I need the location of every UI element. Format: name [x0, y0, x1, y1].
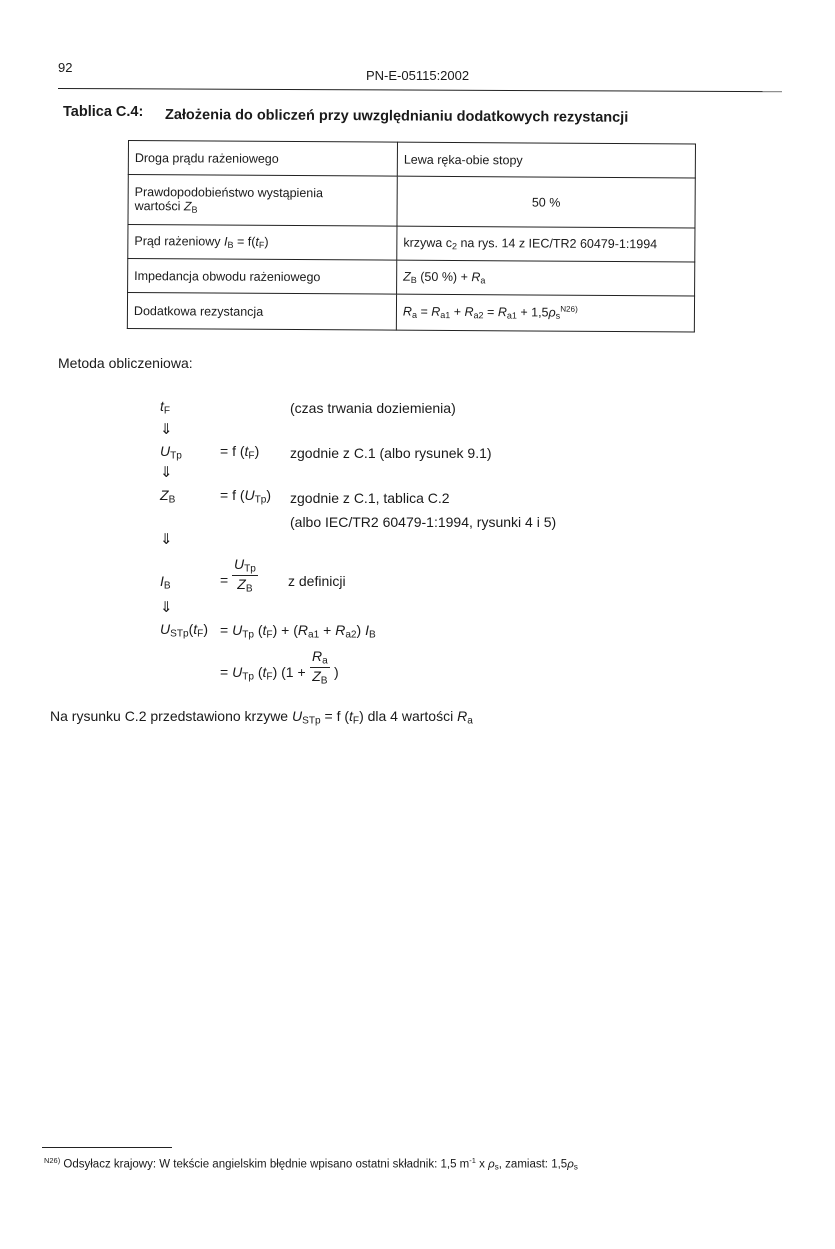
var-ustp: [160, 621, 208, 640]
sub: B: [168, 494, 176, 506]
text: = f (: [320, 708, 350, 724]
sub: a1: [506, 310, 517, 321]
table-row: [128, 225, 695, 262]
ustp-equation-2-left: [220, 664, 306, 683]
utp-function: [220, 443, 259, 462]
text: x: [475, 1158, 489, 1171]
var-i: I: [223, 234, 228, 249]
eq: =: [220, 664, 233, 680]
table-cell: Dodatkowa rezystancja: [127, 293, 396, 331]
eq: = f (: [220, 487, 245, 503]
var: U: [232, 622, 243, 638]
sub: B: [320, 675, 328, 687]
ustp-close: ): [334, 664, 339, 680]
sub: a1: [440, 310, 451, 321]
sub: F: [266, 629, 273, 641]
cell-text: +: [450, 305, 465, 320]
arg: t: [193, 621, 198, 637]
zb-function: [220, 487, 271, 506]
sub: Tp: [242, 671, 254, 683]
text: ) dla 4 wartości: [359, 708, 458, 724]
var: R: [457, 708, 468, 724]
table-row: [128, 175, 695, 228]
utp-description: zgodnie z C.1 (albo rysunek 9.1): [290, 445, 492, 461]
var-z: Z: [183, 199, 192, 214]
sub: F: [266, 671, 273, 683]
var: R: [335, 622, 346, 638]
zb-description-1: zgodnie z C.1, tablica C.2: [290, 490, 450, 506]
ustp-equation-1: [220, 622, 376, 641]
header-rule: [58, 88, 782, 92]
method-heading: Metoda obliczeniowa:: [58, 355, 193, 371]
sub: a2: [345, 629, 357, 641]
table-cell: [397, 226, 695, 262]
arg: t: [244, 443, 249, 459]
sub: F: [352, 715, 360, 727]
sub: B: [227, 239, 234, 250]
var: t: [160, 398, 164, 414]
table-row: [127, 293, 694, 332]
zb-description-2: (albo IEC/TR2 60479-1:1994, rysunki 4 i 5): [290, 514, 557, 530]
fraction-denominator: [232, 576, 258, 595]
sub: Tp: [244, 563, 256, 575]
sub: Tp: [242, 629, 254, 641]
sub: a: [467, 715, 473, 727]
fraction-denominator: [310, 668, 330, 687]
var: U: [234, 556, 245, 572]
var: t: [262, 664, 267, 680]
tf-description: (czas trwania doziemienia): [290, 400, 456, 416]
sub: F: [248, 450, 255, 462]
var: U: [292, 708, 303, 724]
sub: B: [368, 629, 376, 641]
sub: 2: [451, 241, 458, 252]
sub: Tp: [254, 494, 267, 506]
ib-description: z definicji: [288, 573, 346, 589]
var-r: R: [431, 305, 441, 320]
var-rho: ρ: [488, 1158, 495, 1171]
assumptions-table: [127, 140, 696, 332]
table-row: [128, 259, 695, 296]
cell-text: + 1,5: [516, 305, 549, 320]
text: , zamiast: 1,5: [498, 1158, 568, 1171]
var-rho: ρ: [567, 1158, 574, 1171]
cell-text: (50 %) +: [416, 269, 472, 284]
var-tf: [160, 398, 170, 417]
var: Z: [312, 667, 321, 684]
op: (1 +: [277, 664, 306, 680]
ib-equals: =: [220, 572, 229, 588]
table-cell: [396, 294, 694, 332]
table-title: Założenia do obliczeń przy uwzględnianiu dodatkowych rezystancji: [164, 107, 629, 126]
footnote-ref: N26): [560, 305, 578, 315]
sub: Tp: [170, 450, 182, 462]
var: I: [160, 573, 164, 589]
paren: ): [203, 621, 208, 637]
sub: s: [494, 1162, 499, 1172]
close: ): [254, 443, 260, 459]
text: Odsyłacz krajowy: W tekście angielskim błędnie wpisano ostatni składnik: 1,5 m: [60, 1158, 470, 1171]
var: U: [160, 443, 171, 459]
ustp-fraction: [310, 648, 330, 686]
paren: (: [188, 621, 194, 637]
exponent: -1: [469, 1156, 476, 1165]
ib-fraction: [232, 556, 258, 594]
cell-text: =: [483, 305, 498, 320]
arg: U: [244, 487, 255, 503]
table-row: [128, 141, 695, 178]
cell-text: Prąd rażeniowy: [134, 233, 225, 249]
table-cell: Lewa ręka-obie stopy: [397, 142, 695, 178]
sub: F: [163, 405, 171, 417]
var-t: t: [255, 234, 259, 249]
op: + (: [277, 622, 298, 638]
var: t: [262, 622, 267, 638]
cell-text: =: [416, 305, 432, 320]
sub: F: [197, 628, 204, 640]
paren: (: [253, 664, 263, 680]
eq: =: [220, 622, 233, 638]
sub: s: [555, 311, 561, 322]
down-arrow-icon: ⇓: [160, 421, 173, 438]
table-cell: [397, 260, 695, 296]
paren: (: [253, 622, 263, 638]
eq: = f (: [220, 443, 245, 459]
table-cell: [128, 225, 397, 261]
op: ): [356, 622, 366, 638]
paren: ): [272, 664, 278, 680]
var-r: R: [402, 304, 413, 320]
table-label: Tablica C.4:: [63, 104, 144, 120]
cell-text: na rys. 14 z IEC/TR2 60479-1:1994: [456, 235, 658, 252]
var-zb: [160, 487, 175, 506]
var-z: Z: [403, 269, 411, 284]
var: U: [232, 664, 243, 680]
sub: B: [410, 274, 417, 285]
table-cell: 50 %: [397, 176, 695, 228]
var-r: R: [464, 305, 474, 320]
sub: STp: [302, 715, 321, 727]
standard-id: PN-E-05115:2002: [366, 68, 470, 83]
sub: a2: [473, 310, 484, 321]
sub: STp: [170, 628, 189, 640]
cell-text: krzywa c: [403, 235, 453, 250]
down-arrow-icon: ⇓: [160, 599, 173, 616]
var: Z: [160, 487, 169, 503]
var: R: [312, 648, 323, 664]
cell-text: wartości: [134, 198, 184, 214]
var-rho: ρ: [548, 305, 556, 320]
page-number: 92: [58, 60, 73, 75]
table-cell: Impedancja obwodu rażeniowego: [128, 259, 397, 295]
fraction-numerator: [310, 648, 330, 668]
var-utp: [160, 443, 182, 462]
var: t: [349, 708, 353, 724]
cell-text: ): [264, 234, 269, 249]
sub: a1: [308, 629, 320, 641]
sub: a: [411, 310, 418, 321]
var-r: R: [497, 305, 507, 320]
sub: B: [191, 204, 198, 215]
var: Z: [237, 575, 246, 592]
var: R: [297, 622, 308, 638]
table-cell: [128, 175, 397, 227]
op: +: [319, 622, 336, 638]
cell-text: Prawdopodobieństwo wystąpienia: [134, 184, 324, 201]
table-cell: Droga prądu rażeniowego: [128, 141, 397, 177]
down-arrow-icon: ⇓: [160, 531, 173, 548]
var-ib: [160, 573, 171, 592]
footnote-rule: [42, 1147, 172, 1148]
cell-text: = f(: [233, 234, 256, 249]
sub: B: [245, 583, 253, 595]
footnote-marker: N26): [44, 1156, 61, 1165]
down-arrow-icon: ⇓: [160, 464, 173, 481]
var: I: [365, 622, 369, 638]
var-r: R: [471, 269, 481, 285]
sub: F: [258, 239, 265, 250]
sub: a: [322, 655, 328, 667]
sub: s: [573, 1162, 578, 1172]
var: U: [160, 621, 171, 637]
sub: B: [163, 580, 171, 592]
paren: ): [272, 622, 278, 638]
text: Na rysunku C.2 przedstawiono krzywe: [50, 708, 292, 724]
close: ): [266, 487, 272, 503]
footnote: [44, 1156, 578, 1172]
closing-sentence: [50, 708, 473, 727]
fraction-numerator: [232, 556, 258, 576]
sub: a: [480, 275, 486, 286]
